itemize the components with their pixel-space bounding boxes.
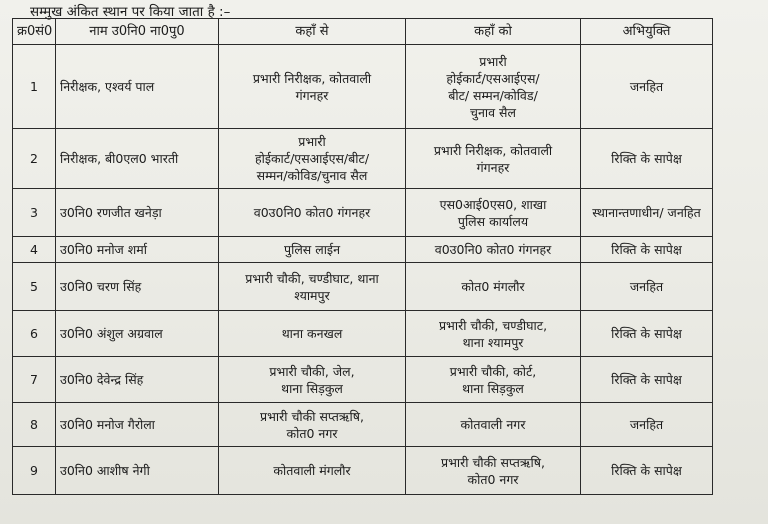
cell-line: थाना कनखल	[281, 326, 343, 341]
officer-name-cell: निरीक्षक, एश्वर्य पाल	[56, 45, 219, 129]
cell-line: प्रभारी चौकी सप्तऋषि,	[441, 454, 545, 470]
officer-name-cell: उ0नि0 चरण सिंह	[56, 263, 219, 311]
cell-line: कोतवाली मंगलौर	[273, 463, 351, 478]
cell-line: प्रभारी	[298, 134, 326, 149]
cell-line: कोत0 नगर	[286, 425, 338, 441]
header-to: कहाँ को	[406, 19, 581, 45]
header-from: कहाँ से	[219, 19, 406, 45]
from-location-cell	[219, 311, 406, 357]
cell-line: होईकार्ट/एसआईएस/बीट/	[254, 151, 370, 166]
table-row	[13, 403, 713, 447]
serial-number-cell: 3	[13, 189, 56, 237]
officer-name-cell: उ0नि0 देवेन्द्र सिंह	[56, 357, 219, 403]
table-row	[13, 237, 713, 263]
remark-cell: जनहित	[581, 403, 713, 447]
cell-line: श्यामपुर	[294, 287, 330, 303]
serial-number-cell: 5	[13, 263, 56, 311]
to-location-cell	[406, 129, 581, 189]
to-location-cell	[406, 447, 581, 495]
cell-line: प्रभारी निरीक्षक, कोतवाली	[252, 70, 372, 86]
serial-number-cell: 4	[13, 237, 56, 263]
cell-line: एस0आई0एस0, शाखा	[439, 196, 547, 212]
cell-line: पुलिस कार्यालय	[457, 213, 529, 229]
table-row	[13, 129, 713, 189]
remark-cell: रिक्ति के सापेक्ष	[581, 311, 713, 357]
cell-line: होईकार्ट/एसआईएस/	[446, 70, 540, 86]
intro-line: सम्मुख अंकित स्थान पर किया जाता है :–	[30, 4, 231, 20]
to-location-cell	[406, 45, 581, 129]
table-row	[13, 311, 713, 357]
officer-name-cell: उ0नि0 मनोज गैरोला	[56, 403, 219, 447]
from-location-cell	[219, 357, 406, 403]
cell-line: थाना सिड़कुल	[462, 380, 524, 396]
cell-line: कोत0 नगर	[467, 471, 519, 487]
remark-cell: रिक्ति के सापेक्ष	[581, 357, 713, 403]
to-location-cell	[406, 237, 581, 263]
officer-name-cell: उ0नि0 आशीष नेगी	[56, 447, 219, 495]
officer-name-cell: उ0नि0 मनोज शर्मा	[56, 237, 219, 263]
serial-number-cell: 6	[13, 311, 56, 357]
to-location-cell	[406, 311, 581, 357]
cell-line: गंगनहर	[476, 159, 510, 175]
to-location-cell	[406, 357, 581, 403]
from-location-cell	[219, 45, 406, 129]
remark-cell: जनहित	[581, 45, 713, 129]
cell-line: प्रभारी	[479, 53, 507, 69]
from-location-cell	[219, 403, 406, 447]
cell-line: पुलिस लाईन	[283, 242, 341, 257]
cell-line: प्रभारी चौकी, कोर्ट,	[449, 363, 537, 379]
to-location-cell	[406, 403, 581, 447]
remark-cell: रिक्ति के सापेक्ष	[581, 129, 713, 189]
remark-cell: रिक्ति के सापेक्ष	[581, 237, 713, 263]
table-row	[13, 189, 713, 237]
serial-number-cell: 7	[13, 357, 56, 403]
cell-line: बीट/ सम्मन/कोविड/	[448, 87, 538, 103]
cell-line: कोत0 मंगलौर	[461, 279, 525, 294]
officer-name-cell: उ0नि0 रणजीत खनेड़ा	[56, 189, 219, 237]
cell-line: व0उ0नि0 कोत0 गंगनहर	[434, 242, 552, 257]
cell-line: सम्मन/कोविड/चुनाव सैल	[256, 168, 368, 183]
cell-line: कोतवाली नगर	[460, 417, 526, 432]
serial-number-cell: 9	[13, 447, 56, 495]
table-row	[13, 45, 713, 129]
cell-line: थाना सिड़कुल	[281, 380, 343, 396]
transfer-table	[12, 18, 713, 495]
remark-cell: जनहित	[581, 263, 713, 311]
to-location-cell	[406, 263, 581, 311]
cell-line: व0उ0नि0 कोत0 गंगनहर	[253, 205, 371, 220]
from-location-cell	[219, 129, 406, 189]
table-row	[13, 447, 713, 495]
remark-cell: रिक्ति के सापेक्ष	[581, 447, 713, 495]
cell-line: चुनाव सैल	[470, 104, 516, 120]
remark-cell: स्थानान्तणाधीन/ जनहित	[581, 189, 713, 237]
from-location-cell	[219, 237, 406, 263]
header-name: नाम उ0नि0 ना0पु0	[56, 19, 219, 45]
from-location-cell	[219, 189, 406, 237]
cell-line: प्रभारी निरीक्षक, कोतवाली	[433, 142, 553, 158]
cell-line: प्रभारी चौकी सप्तऋषि,	[260, 408, 364, 424]
from-location-cell	[219, 263, 406, 311]
to-location-cell	[406, 189, 581, 237]
cell-line: प्रभारी चौकी, जेल,	[269, 363, 355, 379]
table-header-row	[13, 19, 713, 45]
cell-line: थाना श्यामपुर	[462, 334, 524, 350]
officer-name-cell: उ0नि0 अंशुल अग्रवाल	[56, 311, 219, 357]
table-row	[13, 263, 713, 311]
officer-name-cell: निरीक्षक, बी0एल0 भारती	[56, 129, 219, 189]
header-remark: अभियुक्ति	[581, 19, 713, 45]
from-location-cell	[219, 447, 406, 495]
cell-line: प्रभारी चौकी, चण्डीघाट,	[438, 317, 548, 333]
cell-line: प्रभारी चौकी, चण्डीघाट, थाना	[245, 270, 379, 286]
table-row	[13, 357, 713, 403]
table-body	[13, 45, 713, 495]
cell-line: गंगनहर	[295, 87, 329, 103]
header-sno: क्र0सं0	[13, 19, 56, 45]
serial-number-cell: 8	[13, 403, 56, 447]
serial-number-cell: 1	[13, 45, 56, 129]
serial-number-cell: 2	[13, 129, 56, 189]
